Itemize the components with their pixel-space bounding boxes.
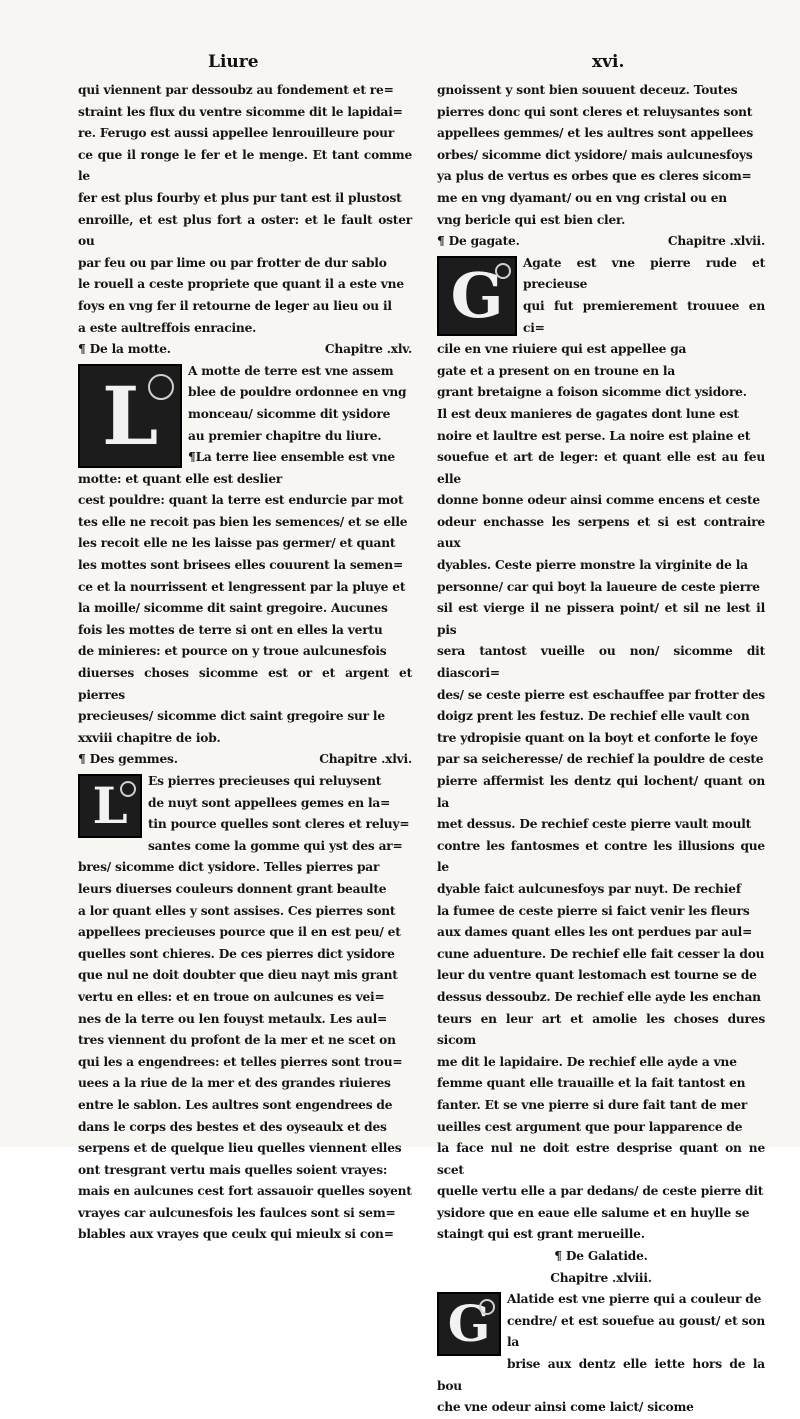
text-line: au premier chapitre du liure. (188, 428, 382, 443)
text-line: pierre affermist les dentz qui lochent/ quant on la (437, 774, 765, 810)
text-line: la moille/ sicomme dit saint gregoire. Aucunes (78, 601, 388, 616)
initial-letter: L (92, 776, 128, 835)
text-line: aux dames quant elles les ont perdues par aul= (437, 925, 753, 940)
text-line: straint les flux du ventre sicomme dit le lapidai= (78, 104, 403, 119)
text-line: ya plus de vertus es orbes que es cleres sicom= (437, 169, 752, 184)
text-line: gate et a present on en troune en la (437, 363, 676, 378)
flower-ornament-icon (495, 263, 511, 279)
text-line: appellees precieuses pource que il en est peu/ et (78, 925, 401, 940)
text-line: contre les fantosmes et contre les illusions que le (437, 838, 765, 875)
text-line: ce et la nourrissent et lengressent par la pluye et (78, 579, 406, 594)
text-line: les mottes sont brisees elles couurent la semen= (78, 558, 403, 573)
text-line: re. Ferugo est aussi appellee lenrouilleure pour (78, 126, 395, 141)
text-line: staingt qui est grant merueille. (437, 1227, 645, 1242)
decorated-initial (437, 256, 517, 336)
text-line: personne/ car qui boyt la laueure de ceste pierre (437, 579, 760, 594)
initial-letter: G (447, 1294, 491, 1354)
text-line: la fumee de ceste pierre si faict venir les fleurs (437, 903, 750, 918)
text-line: par feu ou par lime ou par frotter de dur sablo (78, 255, 387, 270)
pilcrow-icon: ¶ (78, 342, 86, 357)
text-line: blee de pouldre ordonnee en vng (188, 385, 407, 400)
text-line: femme quant elle trauaille et la fait tantost en (437, 1076, 746, 1091)
text-line: fois les mottes de terre si ont en elles la vertu (78, 622, 383, 637)
text-line: nes de la terre ou len fouyst metaulx. Les aul= (78, 1011, 388, 1026)
text-line: qui les a engendrees: et telles pierres sont trou= (78, 1054, 403, 1069)
chapter-number: Chapitre .xlviii. (550, 1270, 652, 1285)
text-line: me en vng dyamant/ ou en vng cristal ou en (437, 190, 727, 205)
text-line: tin pource quelles sont cleres et reluy= (148, 817, 410, 832)
text-line: brise aux dentz elle iette hors de la bou (437, 1357, 765, 1393)
text-line: dyable faict aulcunesfoys par nuyt. De rechief (437, 881, 741, 896)
text-line: cest pouldre: quant la terre est endurcie par mot (78, 493, 404, 508)
text-line: teurs en leur art et amolie les choses dures sicom (437, 1011, 765, 1048)
text-line: par sa seicheresse/ de rechief la pouldre de ceste (437, 752, 764, 767)
chapter-title: De Galatide. (565, 1249, 648, 1264)
flower-ornament-icon (479, 1299, 495, 1315)
chapter-title: De gagate. (448, 234, 520, 249)
text-line: santes come la gomme qui yst des ar= (148, 838, 403, 853)
chapter-number: Chapitre .xlvi. (319, 752, 412, 767)
text-line: tres viennent du profont de la mer et ne scet on (78, 1033, 396, 1048)
decorated-initial (78, 364, 182, 468)
text-line: entre le sablon. Les aultres sont engendrees de (78, 1097, 393, 1112)
running-header-left: Liure (208, 52, 259, 72)
text-block (437, 80, 765, 231)
text-line: les recoit elle ne les laisse pas germer/ et quant (78, 536, 396, 551)
text-line: de nuyt sont appellees gemes en la= (148, 795, 391, 810)
text-line: sil est vierge il ne pissera point/ et sil ne lest il pis (437, 601, 765, 637)
text-line: enroille, et est plus fort a oster: et le fault oster ou (78, 212, 412, 249)
text-line: a este aultreffois enracine. (78, 320, 257, 335)
flower-ornament-icon (148, 374, 174, 400)
text-line: cune aduenture. De rechief elle fait cesser la dou (437, 946, 765, 961)
pilcrow-icon: ¶ (437, 234, 445, 249)
text-line: ysidore que en eaue elle salume et en huylle se (437, 1205, 750, 1220)
text-line: ueilles cest argument que pour lapparence de (437, 1119, 743, 1134)
initial-letter: L (101, 368, 159, 463)
text-line: noire et laultre est perse. La noire est plaine et (437, 428, 751, 443)
text-line: leur du ventre quant lestomach est tourne se de (437, 968, 757, 983)
text-line: doigz prent les festuz. De rechief elle vault con (437, 709, 750, 724)
text-line: le rouell a ceste propriete que quant il a este vne (78, 277, 404, 292)
text-line: des/ se ceste pierre est eschauffee par frotter des (437, 687, 765, 702)
text-block (78, 771, 412, 1246)
text-line: xxviii chapitre de iob. (78, 730, 221, 745)
chapter-heading (78, 749, 412, 771)
text-line: leurs diuerses couleurs donnent grant beaulte (78, 881, 387, 896)
text-line: sera tantost vueille ou non/ sicomme dit diascori= (437, 644, 765, 681)
text-line: de minieres: et pource on y troue aulcunesfois (78, 644, 387, 659)
text-line: ont tresgrant vertu mais quelles soient vrayes: (78, 1162, 388, 1177)
pilcrow-icon: ¶ (554, 1249, 562, 1264)
text-line: vertu en elles: et en troue on aulcunes es vei= (78, 989, 385, 1004)
text-line: dessus dessoubz. De rechief elle ayde les enchan (437, 989, 761, 1004)
decorated-initial (78, 774, 142, 838)
text-line: la face nul ne doit estre desprise quant on ne scet (437, 1141, 765, 1177)
text-block (78, 80, 412, 339)
text-line: orbes/ sicomme dict ysidore/ mais aulcunesfoys (437, 147, 753, 162)
left-column (78, 80, 412, 1246)
text-line: cendre/ et est souefue au goust/ et son la (507, 1313, 765, 1350)
chapter-title: De la motte. (89, 342, 171, 357)
text-line: vrayes car aulcunesfois les faulces sont si sem= (78, 1205, 396, 1220)
text-line: precieuses/ sicomme dict saint gregoire sur le (78, 709, 385, 724)
chapter-number: Chapitre .xlvii. (667, 234, 765, 249)
text-line: Es pierres precieuses qui reluysent (148, 774, 382, 788)
text-line: souefue et art de leger: et quant elle est au feu elle (437, 450, 765, 486)
text-line: cile en vne riuiere qui est appellee ga (437, 342, 687, 357)
text-line: qui fut premierement trouuee en ci= (523, 298, 765, 335)
folio-number: xvi. (592, 52, 625, 72)
chapter-title: Des gemmes. (89, 752, 178, 767)
text-line: gnoissent y sont bien souuent deceuz. Toutes (437, 83, 738, 97)
text-line: grant bretaigne a foison sicomme dict ysidore. (437, 385, 747, 400)
text-line: pierres donc qui sont cleres et reluysantes sont (437, 104, 753, 119)
text-line: odeur enchasse les serpens et si est contraire aux (437, 514, 765, 551)
text-line: quelle vertu elle a par dedans/ de ceste pierre dit (437, 1184, 764, 1199)
chapter-number: Chapitre .xlv. (324, 342, 412, 357)
text-line: quelles sont chieres. De ces pierres dict ysidore (78, 946, 395, 961)
flower-ornament-icon (120, 781, 136, 797)
text-line: foys en vng fer il retourne de leger au lieu ou il (78, 298, 392, 313)
text-line: Agate est vne pierre rude et precieuse (523, 255, 765, 292)
text-line: que nul ne doit doubter que dieu nayt mis grant (78, 968, 398, 983)
text-line: serpens et de quelque lieu quelles viennent elles (78, 1141, 402, 1156)
text-line: me dit le lapidaire. De rechief elle ayde a vne (437, 1054, 737, 1069)
chapter-heading (78, 339, 412, 361)
text-line: met dessus. De rechief ceste pierre vault moult (437, 817, 752, 832)
text-line: blables aux vrayes que ceulx qui mieulx si con= (78, 1227, 394, 1242)
text-line: mais en aulcunes cest fort assauoir quelles soyent (78, 1184, 412, 1199)
text-line: A motte de terre est vne assem (188, 363, 394, 378)
decorated-initial (437, 1292, 501, 1356)
text-line: a lor quant elles y sont assises. Ces pierres sont (78, 903, 396, 918)
text-line: tre ydropisie quant on la boyt et conforte le foye (437, 730, 758, 745)
text-line: qui viennent par dessoubz au fondement et re= (78, 83, 394, 97)
text-line: La terre liee ensemble est vne (195, 450, 395, 465)
text-line: che vne odeur ainsi come laict/ sicome (437, 1400, 694, 1415)
text-line: appellees gemmes/ et les aultres sont appellees (437, 126, 754, 141)
text-block (437, 253, 765, 1246)
pilcrow-icon: ¶ (78, 752, 86, 767)
text-line: vng bericle qui est bien cler. (437, 212, 626, 227)
text-line: tes elle ne recoit pas bien les semences/ et se elle (78, 514, 408, 529)
pilcrow-icon: ¶ (188, 450, 196, 465)
text-line: uees a la riue de la mer et des grandes riuieres (78, 1076, 391, 1091)
text-line: dyables. Ceste pierre monstre la virginite de la (437, 558, 748, 573)
chapter-heading (437, 231, 765, 253)
text-line: Alatide est vne pierre qui a couleur de (507, 1292, 762, 1307)
text-line: fanter. Et se vne pierre si dure fait tant de mer (437, 1097, 748, 1112)
text-line: Il est deux manieres de gagates dont lune est (437, 406, 739, 421)
right-column (437, 80, 765, 1419)
text-line: diuerses choses sicomme est or et argent et pierres (78, 666, 412, 702)
initial-letter: G (450, 258, 504, 332)
text-line: fer est plus fourby et plus pur tant est il plustost (78, 190, 402, 205)
text-line: dans le corps des bestes et des oyseaulx et des (78, 1119, 387, 1134)
chapter-heading (437, 1246, 765, 1268)
chapter-heading (437, 1268, 765, 1290)
text-line: donne bonne odeur ainsi comme encens et ceste (437, 493, 760, 508)
text-line: motte: et quant elle est deslier (78, 471, 283, 486)
text-line: ce que il ronge le fer et le menge. Et tant comme le (78, 147, 412, 184)
text-line: monceau/ sicomme dit ysidore (188, 406, 391, 421)
text-line: bres/ sicomme dict ysidore. Telles pierres par (78, 860, 380, 875)
